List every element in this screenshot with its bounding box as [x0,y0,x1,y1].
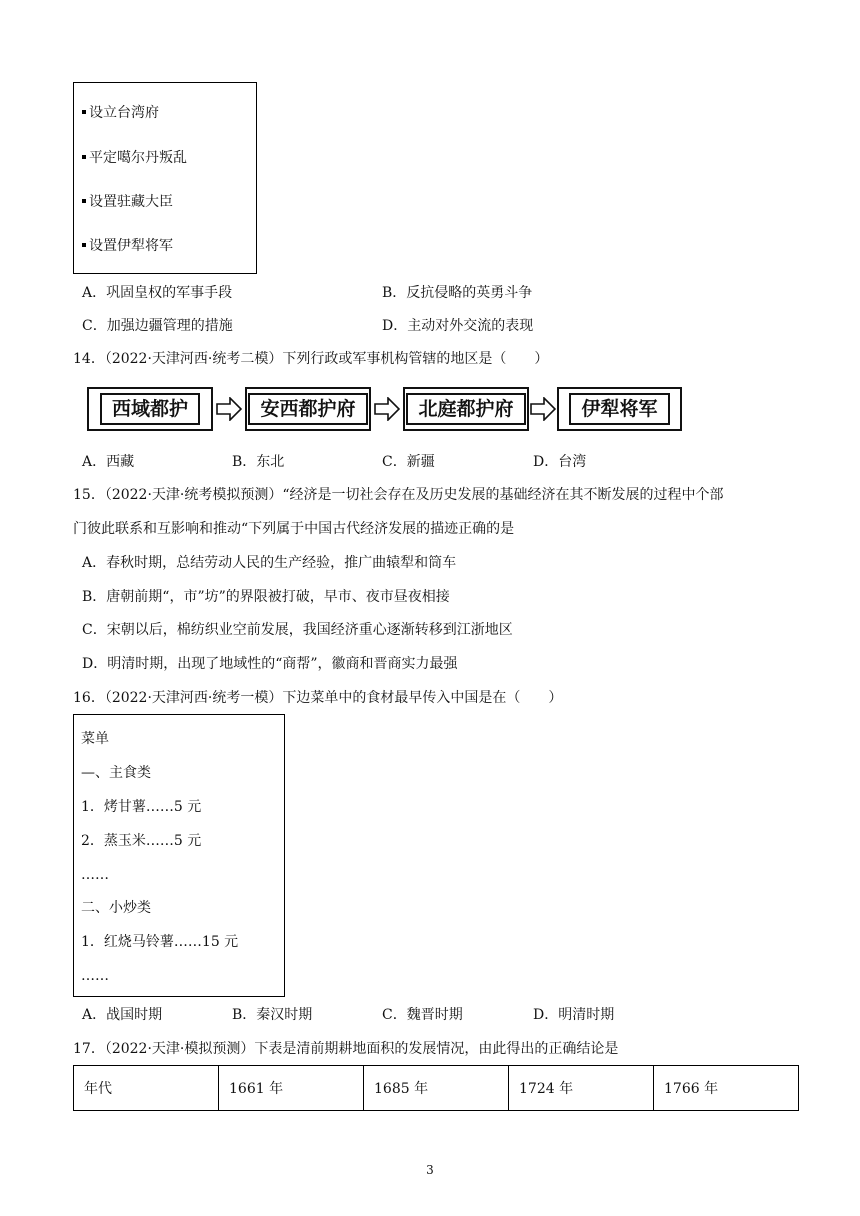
q13-item: 平定噶尔丹叛乱 [82,147,187,167]
q14-stem: 14．（2022·天津河西·统考二模）下列行政或军事机构管辖的地区是（ ） [73,351,549,367]
bullet-icon [82,155,86,159]
table-cell: 1661 年 [219,1066,364,1111]
q15-option-c: C．宋朝以后，棉纺织业空前发展，我国经济重心逐渐转移到江浙地区 [82,622,513,638]
q13-option-c: C．加强边疆管理的措施 [82,318,233,334]
q15-stem: 15．（2022·天津·统考模拟预测）“经济是一切社会存在及历史发展的基础经济在其不断发展的过程中个部 [73,487,724,503]
q16-option-b: B．秦汉时期 [232,1007,313,1023]
menu-line: …… [81,867,109,883]
table-row [74,1066,799,1111]
q13-items-box [73,82,257,274]
q14-option-a: A．西藏 [82,454,135,470]
q14-option-d: D．台湾 [533,454,587,470]
menu-title: 菜单 [81,731,109,747]
q16-option-c: C．魏晋时期 [382,1007,463,1023]
menu-line: 1．红烧马铃薯……15 元 [81,934,239,950]
menu-line: …… [81,968,109,984]
q13-option-a: A．巩固皇权的军事手段 [82,285,233,301]
table-cell: 1685 年 [364,1066,509,1111]
flow-box: 西域都护 [87,387,213,431]
q13-option-d: D．主动对外交流的表现 [382,318,534,334]
menu-line: 2．蒸玉米……5 元 [81,833,202,849]
table-cell: 1766 年 [654,1066,799,1111]
table-cell: 1724 年 [509,1066,654,1111]
arrow-right-icon [374,397,400,421]
page-number: 3 [426,1163,434,1177]
q16-option-a: A．战国时期 [82,1007,163,1023]
q17-table [73,1065,799,1111]
bullet-icon [82,110,86,114]
q13-item: 设立台湾府 [82,102,159,122]
q14-option-b: B．东北 [232,454,285,470]
q13-option-b: B．反抗侵略的英勇斗争 [382,285,533,301]
q16-menu-box [73,714,285,997]
menu-line: —、主食类 [81,765,151,781]
arrow-right-icon [530,397,556,421]
arrow-right-icon [216,397,242,421]
q13-item: 设置伊犁将军 [82,235,173,255]
table-cell: 年代 [74,1066,219,1111]
q15-option-d: D．明清时期，出现了地域性的“商帮”，徽商和晋商实力最强 [82,656,458,672]
q17-stem: 17．（2022·天津·模拟预测）下表是清前期耕地面积的发展情况，由此得出的正确结论是 [73,1041,619,1057]
flow-box: 安西都护府 [245,387,371,431]
menu-line: 1．烤甘薯……5 元 [81,799,202,815]
bullet-icon [82,243,86,247]
q15-option-b: B．唐朝前期“，市”坊”的界限被打破，早市、夜市昼夜相接 [82,589,450,605]
q14-option-c: C．新疆 [382,454,435,470]
flow-box: 北庭都护府 [403,387,529,431]
q13-item: 设置驻藏大臣 [82,191,173,211]
bullet-icon [82,199,86,203]
q15-stem-cont: 门彼此联系和互影响和推动“下列属于中国古代经济发展的描迹正确的是 [73,521,515,537]
menu-line: 二、小炒类 [81,900,151,916]
q15-option-a: A．春秋时期，总结劳动人民的生产经验，推广曲辕犁和筒车 [82,555,457,571]
q16-stem: 16．（2022·天津河西·统考一模）下边菜单中的食材最早传入中国是在（ ） [73,690,563,706]
flow-box: 伊犁将军 [557,387,682,431]
q16-option-d: D．明清时期 [533,1007,615,1023]
